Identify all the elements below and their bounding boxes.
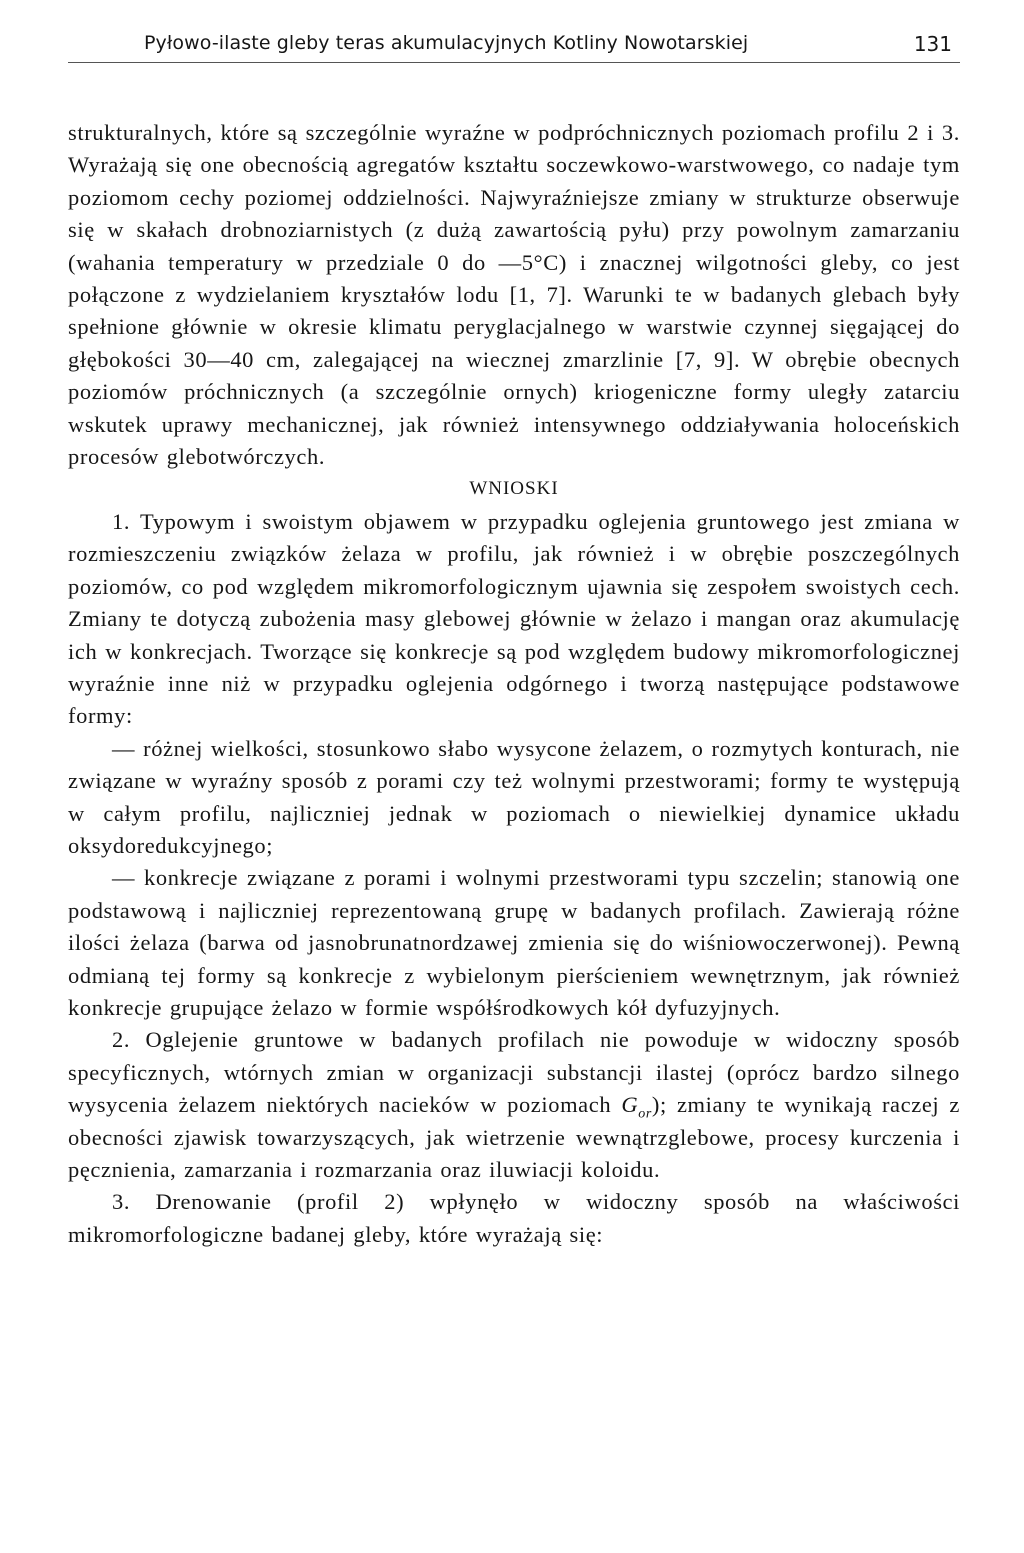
paragraph-structure: strukturalnych, które są szczególnie wyraźne w podpróchnicznych poziomach profilu 2 i 3. Wyrażają się one obecnością agregatów kształtu soczewkowo-warstwowego, co nadaje tym poziomom cechy poziomej oddzielności. Najwyraźniejsze zmiany w strukturze obserwuje się w skałach drobnoziarnistych (z dużą zawartością pyłu) przy powolnym zamarzaniu (wahania temperatury w przedziale 0 do —5°C) i znacznej wilgotności gleby, co jest połączone z wydzielaniem kryształów lodu [1, 7]. Warunki te w badanych glebach były spełnione głównie w okresie klimatu peryglacjalnego w warstwie czynnej sięgającej do głębokości 30—40 cm, zalegającej na wiecznej zmarzlinie [7, 9]. W obrębie obecnych poziomów próchnicznych (a szczególnie ornych) kriogeniczne formy uległy zatarciu wskutek uprawy mechanicznej, jak również intensywnego oddziaływania holoceńskich procesów glebotwórczych.: [68, 120, 960, 470]
horizon-subscript: or: [638, 1106, 652, 1122]
conclusion-2: [68, 1024, 960, 1186]
running-title: Pyłowo-ilaste gleby teras akumulacyjnych Kotliny Nowotarskiej: [144, 32, 749, 54]
document-page: [68, 22, 960, 1251]
conclusion-1-form-b: — konkrecje związane z porami i wolnymi przestworami typu szczelin; stanowią one podstawową i najliczniej reprezentowaną grupę w badanych profilach. Zawierają różne ilości żelaza (barwa od jasnobrunatnordzawej zmienia się do wiśniowoczerwonej). Pewną odmianą tej formy są konkrecje z wybielonym pierścieniem wewnętrznym, jak również konkrecje grupujące żelazo w formie współśrodkowych kół dyfuzyjnych.: [68, 865, 960, 1020]
conclusion-3: 3. Drenowanie (profil 2) wpłynęło w widoczny sposób na właściwości mikromorfologiczne badanej gleby, które wyrażają się:: [68, 1189, 960, 1247]
conclusion-1: 1. Typowym i swoistym objawem w przypadku oglejenia gruntowego jest zmiana w rozmieszczeniu związków żelaza w profilu, jak również i w obrębie poszczególnych poziomów, co pod względem mikromorfologicznym ujawnia się zespołem swoistych cech. Zmiany te dotyczą zubożenia masy glebowej głównie w żelazo i mangan oraz akumulację ich w konkrecjach. Tworzące się konkrecje są pod względem budowy mikromorfologicznej wyraźnie inne niż w przypadku oglejenia odgórnego i tworzą następujące podstawowe formy:: [68, 508, 960, 729]
running-header: [68, 22, 960, 63]
conclusion-2-text-a: 2. Oglejenie gruntowe w badanych profilach nie powoduje w widoczny sposób specyficznych, wtórnych zmian w organizacji substancji ilastej (oprócz bardzo silnego wysycenia żelazem niektórych nacieków w poziomach: [68, 1027, 960, 1118]
conclusion-2-text-b: ); zmiany te wynikają raczej z obecności zjawisk towarzyszących, jak wietrzenie wewnątrzglebowe, procesy kurczenia i pęcznienia, zamarzania i rozmarzania oraz iluwiacji koloidu.: [68, 1092, 960, 1182]
horizon-symbol: G: [621, 1092, 639, 1118]
section-heading-wnioski: WNIOSKI: [469, 478, 559, 500]
conclusion-1-form-a: — różnej wielkości, stosunkowo słabo wysycone żelazem, o rozmytych konturach, nie związane w wyraźny sposób z porami czy też wolnymi przestworami; formy te występują w całym profilu, najliczniej jednak w poziomach o niewielkiej dynamice układu oksydoredukcyjnego;: [68, 735, 960, 858]
body-text: [68, 117, 960, 1251]
page-number: 131: [913, 32, 952, 56]
